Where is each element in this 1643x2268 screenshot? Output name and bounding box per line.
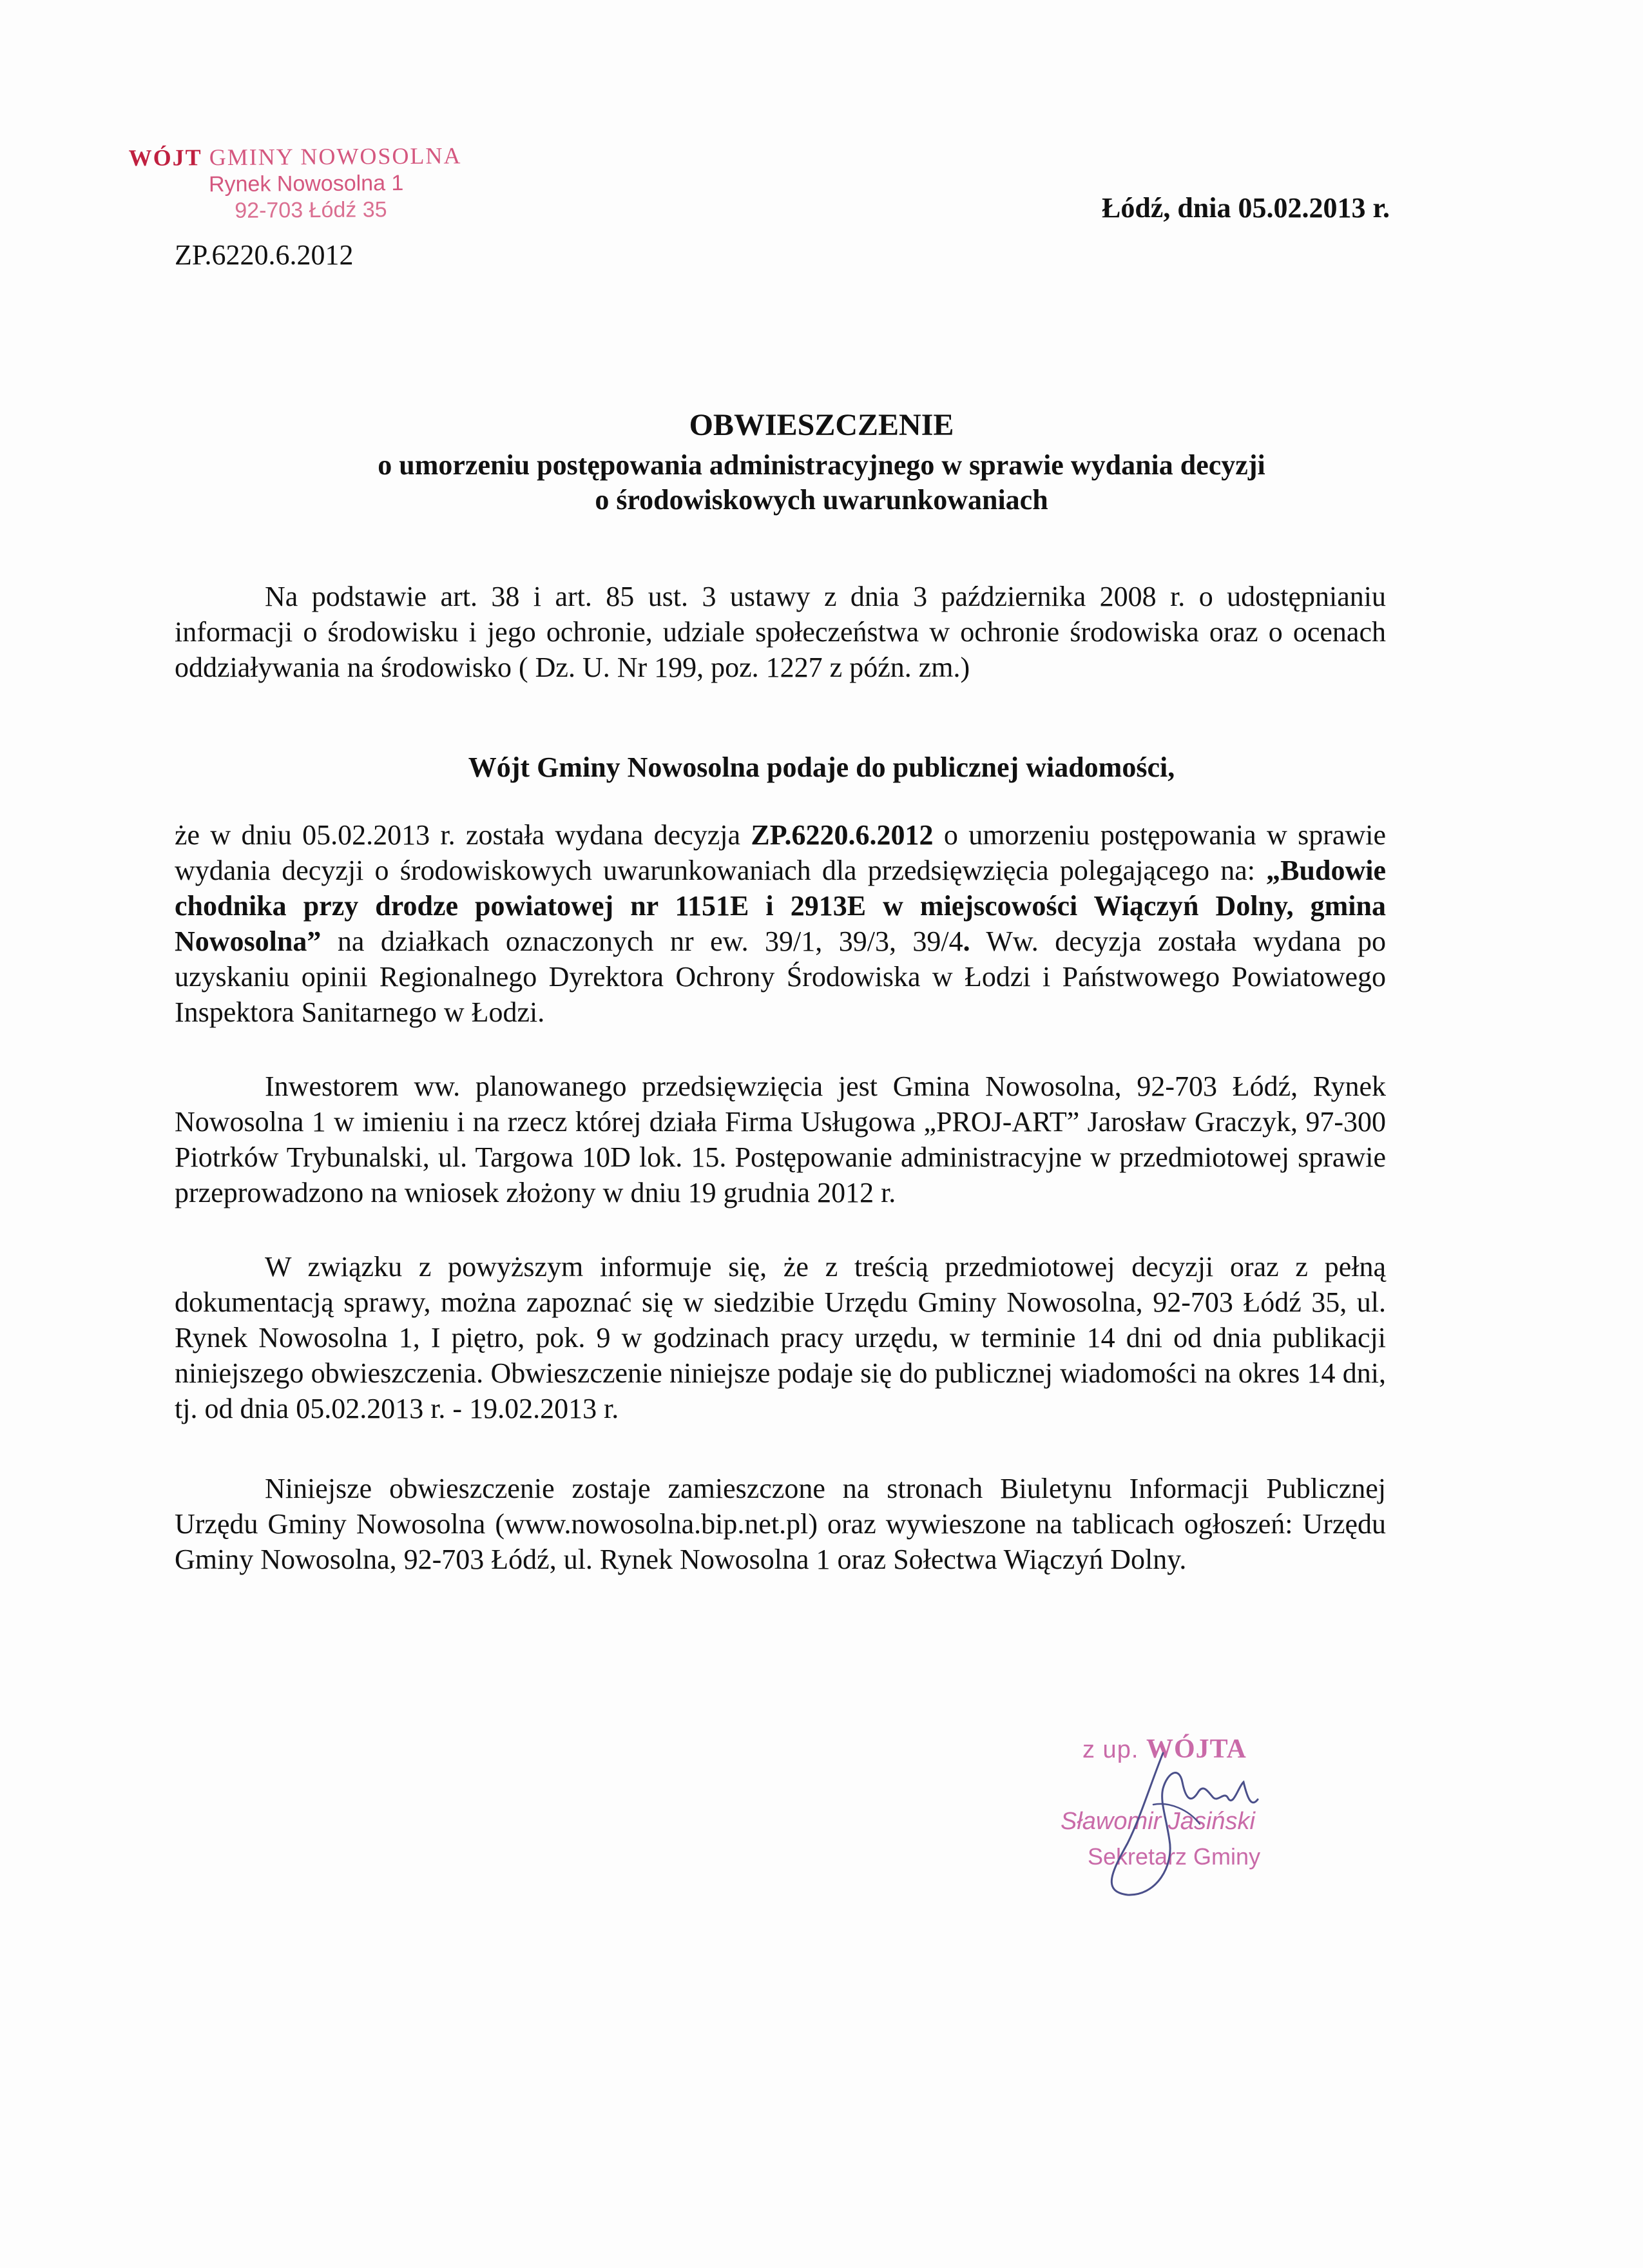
stamp-line-3: 92-703 Łódź 35: [235, 197, 387, 223]
decision-paragraph: że w dniu 05.02.2013 r. została wydana decyzja ZP.6220.6.2012 o umorzeniu postępowania w sprawie wydania decyzji o środowiskowych uwarunkowaniach dla przedsięwzięcia polegającego na: „Budowie chodnika przy drodze powiatowej nr 1151E i 2913E w miejscowości Wiączyń Dolny, gmina Nowosolna” na działkach oznaczonych nr ew. 39/1, 39/3, 39/4. Ww. decyzja została wydana po uzyskaniu opinii Regionalnego Dyrektora Ochrony Środowiska w Łodzi i Państwowego Powiatowego Inspektora Sanitarnego w Łodzi.: [175, 819, 1386, 1028]
access-info-paragraph: W związku z powyższym informuje się, że z treścią przedmiotowej decyzji oraz z pełną dokumentacją sprawy, można zapoznać się w siedzibie Urzędu Gminy Nowosolna, 92-703 Łódź 35, ul. Rynek Nowosolna 1, I piętro, pok. 9 w godzinach pracy urzędu, w terminie 14 dni od dnia publikacji niniejszego obwieszczenia. Obwieszczenie niniejsze podaje się do publicznej wiadomości na okres 14 dni, tj. od dnia 05.02.2013 r. - 19.02.2013 r.: [175, 1251, 1386, 1424]
stamp-line-1: WÓJT GMINY NOWOSOLNA: [128, 142, 462, 171]
legal-basis-paragraph: Na podstawie art. 38 i art. 85 ust. 3 ustawy z dnia 3 października 2008 r. o udostępnianiu informacji o środowisku i jego ochronie, udziale społeczeństwa w ochronie środowiska oraz o ocenach oddziaływania na środowisko ( Dz. U. Nr 199, poz. 1227 z późn. zm.): [175, 581, 1386, 683]
document-subtitle-line-1: o umorzeniu postępowania administracyjnego w sprawie wydania decyzji: [378, 449, 1265, 481]
stamp-line-2: Rynek Nowosolna 1: [208, 171, 404, 197]
handwritten-signature: [1031, 1727, 1353, 1921]
publication-paragraph: Niniejsze obwieszczenie zostaje zamieszczone na stronach Biuletynu Informacji Publicznej Urzędu Gminy Nowosolna (www.nowosolna.bip.net.pl) oraz wywieszone na tablicach ogłoszeń: Urzędu Gminy Nowosolna, 92-703 Łódź, ul. Rynek Nowosolna 1 oraz Sołectwa Wiączyń Dolny.: [175, 1473, 1386, 1575]
reference-number: ZP.6220.6.2012: [175, 239, 354, 271]
document-subtitle-line-2: o środowiskowych uwarunkowaniach: [595, 484, 1048, 516]
signature-stamp-authority: z up. WÓJTA: [1082, 1734, 1247, 1764]
signatory-name: Sławomir Jasiński: [1061, 1808, 1255, 1835]
document-title: OBWIESZCZENIE: [689, 408, 954, 442]
signatory-role: Sekretarz Gminy: [1088, 1843, 1261, 1870]
announcement-line: Wójt Gminy Nowosolna podaje do publicznej wiadomości,: [468, 751, 1175, 783]
office-stamp: [129, 142, 503, 224]
date-line: Łódź, dnia 05.02.2013 r.: [1101, 192, 1390, 224]
investor-paragraph: Inwestorem ww. planowanego przedsięwzięcia jest Gmina Nowosolna, 92-703 Łódź, Rynek Nowosolna 1 w imieniu i na rzecz której działa Firma Usługowa „PROJ-ART” Jarosław Graczyk, 97-300 Piotrków Trybunalski, ul. Targowa 10D lok. 15. Postępowanie administracyjne w przedmiotowej sprawie przeprowadzono na wniosek złożony w dniu 19 grudnia 2012 r.: [175, 1071, 1386, 1208]
signature-block: [1031, 1727, 1353, 1921]
